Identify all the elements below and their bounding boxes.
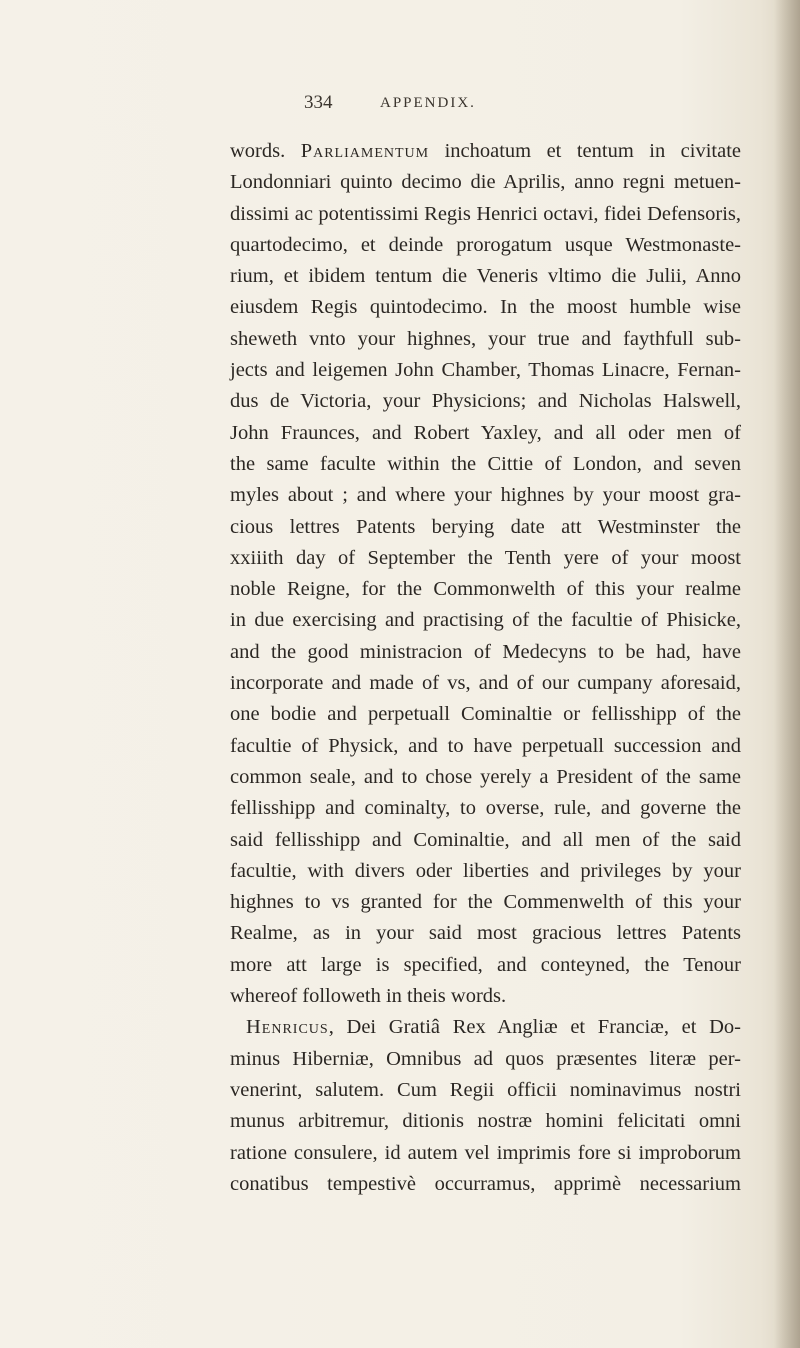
text-line: in due exercising and practising of the facultie of Phisicke, [230, 609, 741, 632]
running-head: APPENDIX. [380, 95, 476, 111]
text-line: whereof followeth in theis words. [230, 985, 507, 1008]
page-number: 334 [304, 92, 333, 113]
text-line: jects and leigemen John Chamber, Thomas Linacre, Fernan- [230, 359, 741, 382]
text-line: dus de Victoria, your Physicions; and Nicholas Halswell, [230, 390, 741, 413]
text-line: highnes to vs granted for the Commenwelth of this your [230, 891, 741, 914]
text-line: facultie, with divers oder liberties and privileges by your [230, 859, 741, 882]
text-line: venerint, salutem. Cum Regii officii nominavimus nostri [230, 1078, 741, 1101]
line-rest: inchoatum et tentum in civitate [429, 140, 741, 162]
text-line: Londonniari quinto decimo die Aprilis, anno regni metuen- [230, 171, 741, 194]
text-line: said fellisshipp and Cominaltie, and all men of the said [230, 828, 741, 851]
text-line: munus arbitremur, ditionis nostræ homini felicitati omni [230, 1110, 741, 1133]
text-line: noble Reigne, for the Commonwelth of this your realme [230, 578, 741, 601]
text-line: Realme, as in your said most gracious lettres Patents [230, 922, 741, 945]
text-line: incorporate and made of vs, and of our cumpany aforesaid, [230, 672, 741, 695]
line-lead: words. [230, 140, 301, 162]
text-line: quartodecimo, et deinde prorogatum usque Westmonaste- [230, 233, 741, 256]
text-line: dissimi ac potentissimi Regis Henrici octavi, fidei Defensoris, [230, 202, 741, 225]
text-line: myles about ; and where your highnes by your moost gra- [230, 484, 741, 507]
text-line: fellisshipp and cominalty, to overse, rule, and governe the [230, 797, 741, 820]
text-line: John Fraunces, and Robert Yaxley, and all oder men of [230, 421, 741, 444]
text-line [230, 1012, 741, 1043]
text-line: ratione consulere, id autem vel imprimis fore si improborum [230, 1141, 741, 1164]
text-line: the same faculte within the Cittie of London, and seven [230, 452, 741, 475]
text-line: conatibus tempestivè occurramus, apprimè necessarium [230, 1172, 741, 1195]
page-edge-shadow [774, 0, 800, 1348]
line-rest: , Dei Gratiâ Rex Angliæ et Franciæ, et Do- [328, 1016, 741, 1039]
body-text [230, 136, 741, 1200]
small-caps-word: Henricus [246, 1016, 329, 1039]
text-line [230, 136, 741, 167]
text-line: rium, et ibidem tentum die Veneris vltimo die Julii, Anno [230, 265, 741, 288]
text-line: one bodie and perpetuall Cominaltie or fellisshipp of the [230, 703, 741, 726]
text-line: more att large is specified, and conteyned, the Tenour [230, 953, 741, 976]
text-line: and the good ministracion of Medecyns to be had, have [230, 640, 741, 663]
text-line: common seale, and to chose yerely a President of the same [230, 765, 741, 788]
text-line: minus Hiberniæ, Omnibus ad quos præsentes literæ per- [230, 1047, 741, 1070]
text-line: facultie of Physick, and to have perpetuall succession and [230, 734, 741, 757]
small-caps-word: Parliamentum [300, 140, 430, 162]
text-line: eiusdem Regis quintodecimo. In the moost humble wise [230, 296, 741, 319]
text-line: cious lettres Patents berying date att Westminster the [230, 515, 741, 538]
text-line: xxiiith day of September the Tenth yere of your moost [230, 546, 741, 569]
text-line: sheweth vnto your highnes, your true and faythfull sub- [230, 327, 741, 350]
